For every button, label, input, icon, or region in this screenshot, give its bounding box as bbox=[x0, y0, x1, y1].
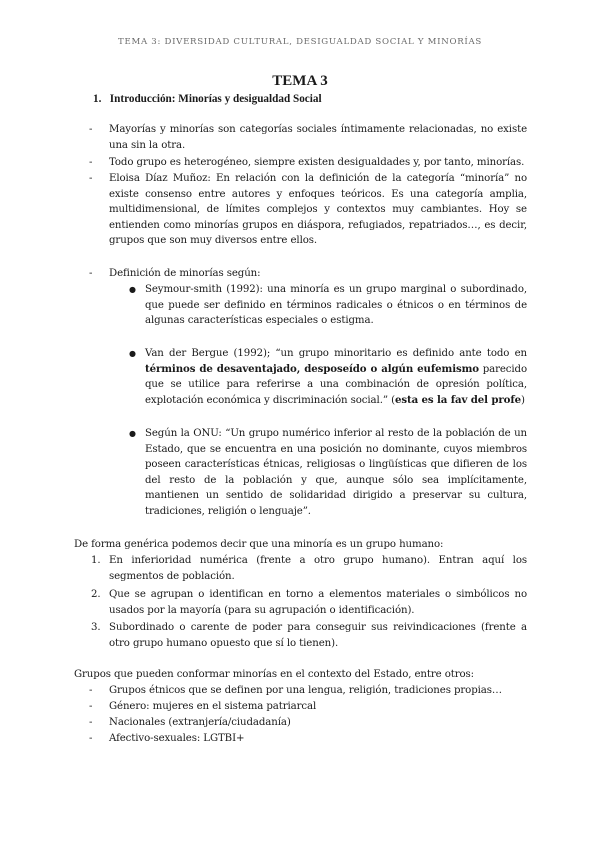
definition-text-start: Van der Bergue (1992); “un grupo minoritario es definido ante todo en bbox=[145, 348, 527, 359]
page-title: TEMA 3 bbox=[272, 73, 328, 89]
list-item-text: Género: mujeres en el sistema patriarcal bbox=[109, 701, 317, 712]
item-number: 3. bbox=[91, 622, 101, 633]
list-item-text: Todo grupo es heterogéneo, siempre existen desigualdades y, por tanto, minorías. bbox=[109, 157, 525, 168]
list-item-text: Mayorías y minorías son categorías sociales íntimamente relacionadas, no existe una sin la otra. bbox=[109, 124, 527, 151]
groups-lead: Grupos que pueden conformar minorías en el contexto del Estado, entre otros: bbox=[74, 669, 475, 680]
definition-text: Seymour-smith (1992): una minoría es un grupo marginal o subordinado, que puede ser definido en términos radicales o étnicos o en términos de algunas características especiales o estigma. bbox=[145, 284, 527, 327]
definition-text-middle: parecido que se utilice para referirse a una combinación de opresión política, explotación económica y discriminación social.” ( bbox=[145, 363, 528, 406]
section-heading bbox=[93, 93, 322, 105]
dash-marker: - bbox=[89, 173, 93, 184]
definition-text: Según la ONU: “Un grupo numérico inferior al resto de la población de un Estado, que se encuentra en una posición no dominante, cuyos miembros poseen características étnicas, religiosas o lingüísticas que difieren de los del resto de la población y que, aunque sólo sea implícitamente, mantienen un sentido de solidaridad dirigido a preservar su cultura, tradiciones, religión o lenguaje”. bbox=[145, 428, 527, 517]
dash-marker: - bbox=[89, 157, 93, 168]
numbered-item-text: Que se agrupan o identifican en torno a elementos materiales o simbólicos no usados por la mayoría (para su agrupación o identificación). bbox=[109, 589, 527, 616]
generic-lead: De forma genérica podemos decir que una minoría es un grupo humano: bbox=[74, 539, 444, 550]
bullet-marker: ● bbox=[129, 285, 136, 294]
dash-marker: - bbox=[89, 268, 93, 279]
dash-marker: - bbox=[89, 685, 93, 696]
numbered-item-text: En inferioridad numérica (frente a otro grupo humano). Entran aquí los segmentos de población. bbox=[109, 555, 527, 582]
list-item-text: Afectivo-sexuales: LGTBI+ bbox=[109, 733, 245, 744]
dash-marker: - bbox=[89, 124, 93, 135]
definition-text bbox=[145, 346, 527, 408]
list-item-text: Eloisa Díaz Muñoz: En relación con la definición de la categoría “minoría” no existe consenso entre autores y enfoques teóricos. Es una categoría amplia, multidimensional, de límites complejos y contextos muy cambiantes. Hoy se entienden como minorías grupos en diáspora, refugiados, repatriados…, es decir, grupos que son muy diversos entre ellos. bbox=[109, 173, 527, 247]
section-number: 1. bbox=[93, 93, 102, 105]
definition-text-end: ) bbox=[521, 394, 525, 406]
bullet-marker: ● bbox=[129, 429, 136, 438]
numbered-item-text: Subordinado o carente de poder para conseguir sus reivindicaciones (frente a otro grupo humano opuesto que sí lo tienen). bbox=[109, 622, 527, 649]
dash-marker: - bbox=[89, 701, 93, 712]
item-number: 2. bbox=[91, 589, 101, 600]
list-item-text: Definición de minorías según: bbox=[109, 268, 261, 279]
item-number: 1. bbox=[91, 555, 101, 566]
list-item-text: Grupos étnicos que se definen por una lengua, religión, tradiciones propias… bbox=[109, 685, 502, 696]
section-title: Introducción: Minorías y desigualdad Social bbox=[109, 93, 322, 105]
definition-emphasis: términos de desaventajado, desposeído o algún eufemismo bbox=[145, 362, 479, 375]
dash-marker: - bbox=[89, 717, 93, 728]
professor-note: esta es la fav del profe bbox=[394, 393, 522, 406]
dash-marker: - bbox=[89, 733, 93, 744]
running-header: TEMA 3: DIVERSIDAD CULTURAL, DESIGUALDAD SOCIAL Y MINORÍAS bbox=[118, 37, 482, 47]
bullet-marker: ● bbox=[129, 349, 136, 358]
list-item-text: Nacionales (extranjería/ciudadanía) bbox=[109, 717, 291, 728]
